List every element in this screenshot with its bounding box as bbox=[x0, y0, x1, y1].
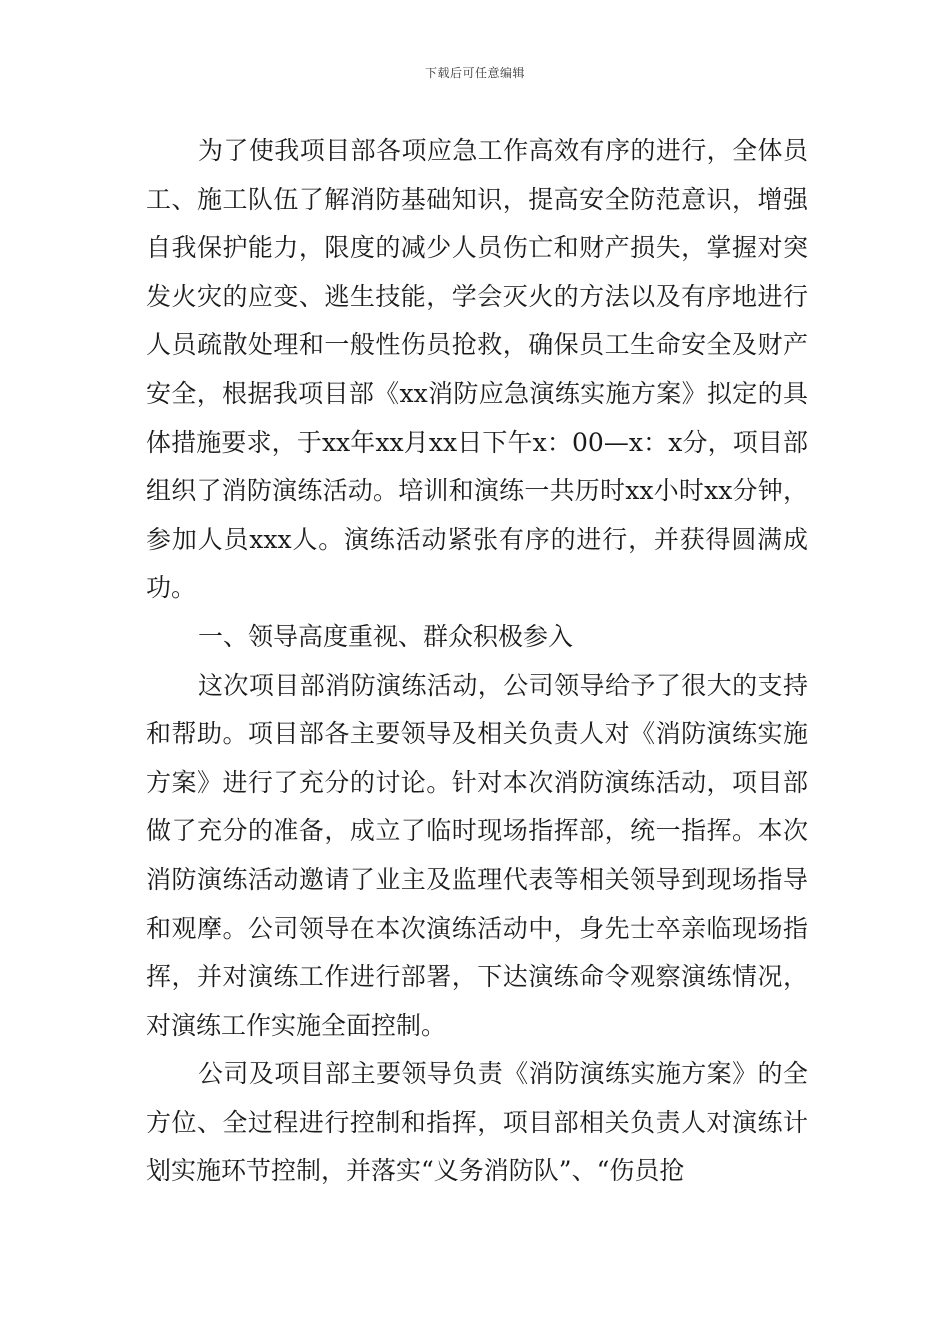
page-header: 下载后可任意编辑 bbox=[424, 66, 525, 80]
section-paragraph-1: 这次项目部消防演练活动，公司领导给予了很大的支持和帮助。项目部各主要领导及相关负责人对《消防演练实施方案》进行了充分的讨论。针对本次消防演练活动，项目部做了充分的准备，成立了临时现场指挥部，统一指挥。本次消防演练活动邀请了业主及监理代表等相关领导到现场指导和观摩。公司领导在本次演练活动中，身先士卒亲临现场指挥，并对演练工作进行部署，下达演练命令观察演练情况，对演练工作实施全面控制。 bbox=[146, 670, 808, 1040]
section-heading: 一、领导高度重视、群众积极参入 bbox=[198, 621, 574, 651]
section-paragraph-2: 公司及项目部主要领导负责《消防演练实施方案》的全方位、全过程进行控制和指挥，项目部相关负责人对演练计划实施环节控制，并落实“义务消防队”、“伤员抢 bbox=[146, 1059, 808, 1186]
document-body bbox=[146, 127, 808, 1196]
intro-paragraph: 为了使我项目部各项应急工作高效有序的进行，全体员工、施工队伍了解消防基础知识，提高安全防范意识，增强自我保护能力，限度的减少人员伤亡和财产损失，掌握对突发火灾的应变、逃生技能，学会灭火的方法以及有序地进行人员疏散处理和一般性伤员抢救，确保员工生命安全及财产安全，根据我项目部《xx消防应急演练实施方案》拟定的具体措施要求，于xx年xx月xx日下午x：00—x：x分，项目部组织了消防演练活动。培训和演练一共历时xx小时xx分钟，参加人员xxx人。演练活动紧张有序的进行，并获得圆满成功。 bbox=[146, 136, 808, 603]
